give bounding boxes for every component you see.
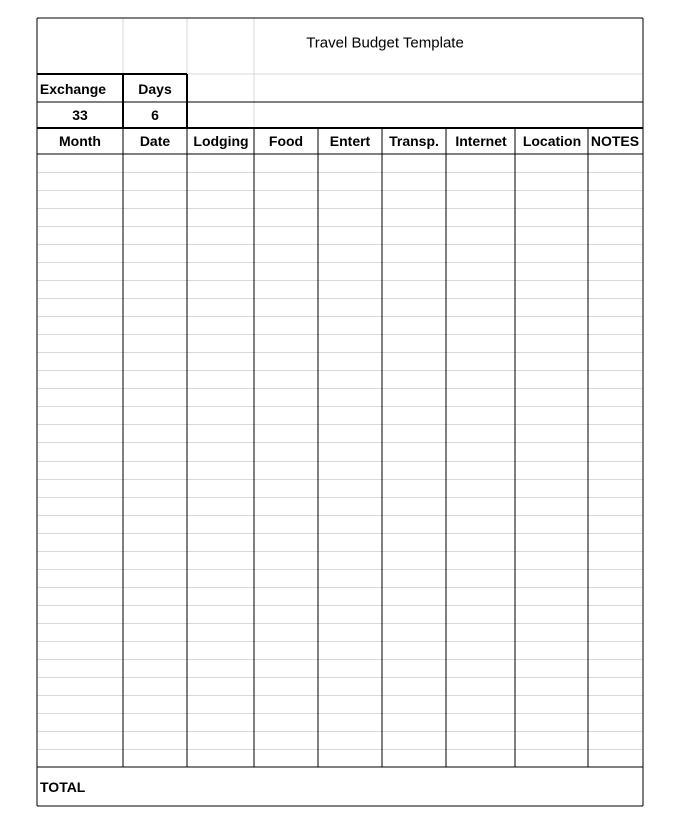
exchange-label: Exchange xyxy=(39,81,107,97)
column-header-month: Month xyxy=(59,133,101,149)
column-header-food: Food xyxy=(268,133,304,149)
sheet-title: Travel Budget Template xyxy=(306,34,464,52)
days-label: Days xyxy=(138,81,172,97)
column-header-entert: Entert xyxy=(329,133,371,149)
column-header-location: Location xyxy=(522,133,582,149)
total-label: TOTAL xyxy=(40,779,86,795)
column-header-lodging: Lodging xyxy=(193,133,249,149)
days-value[interactable]: 6 xyxy=(151,107,159,123)
column-header-internet: Internet xyxy=(455,133,507,149)
column-header-notes: NOTES xyxy=(590,133,640,149)
exchange-value[interactable]: 33 xyxy=(72,107,88,123)
column-header-transp: Transp. xyxy=(389,133,439,149)
column-header-date: Date xyxy=(139,133,171,149)
